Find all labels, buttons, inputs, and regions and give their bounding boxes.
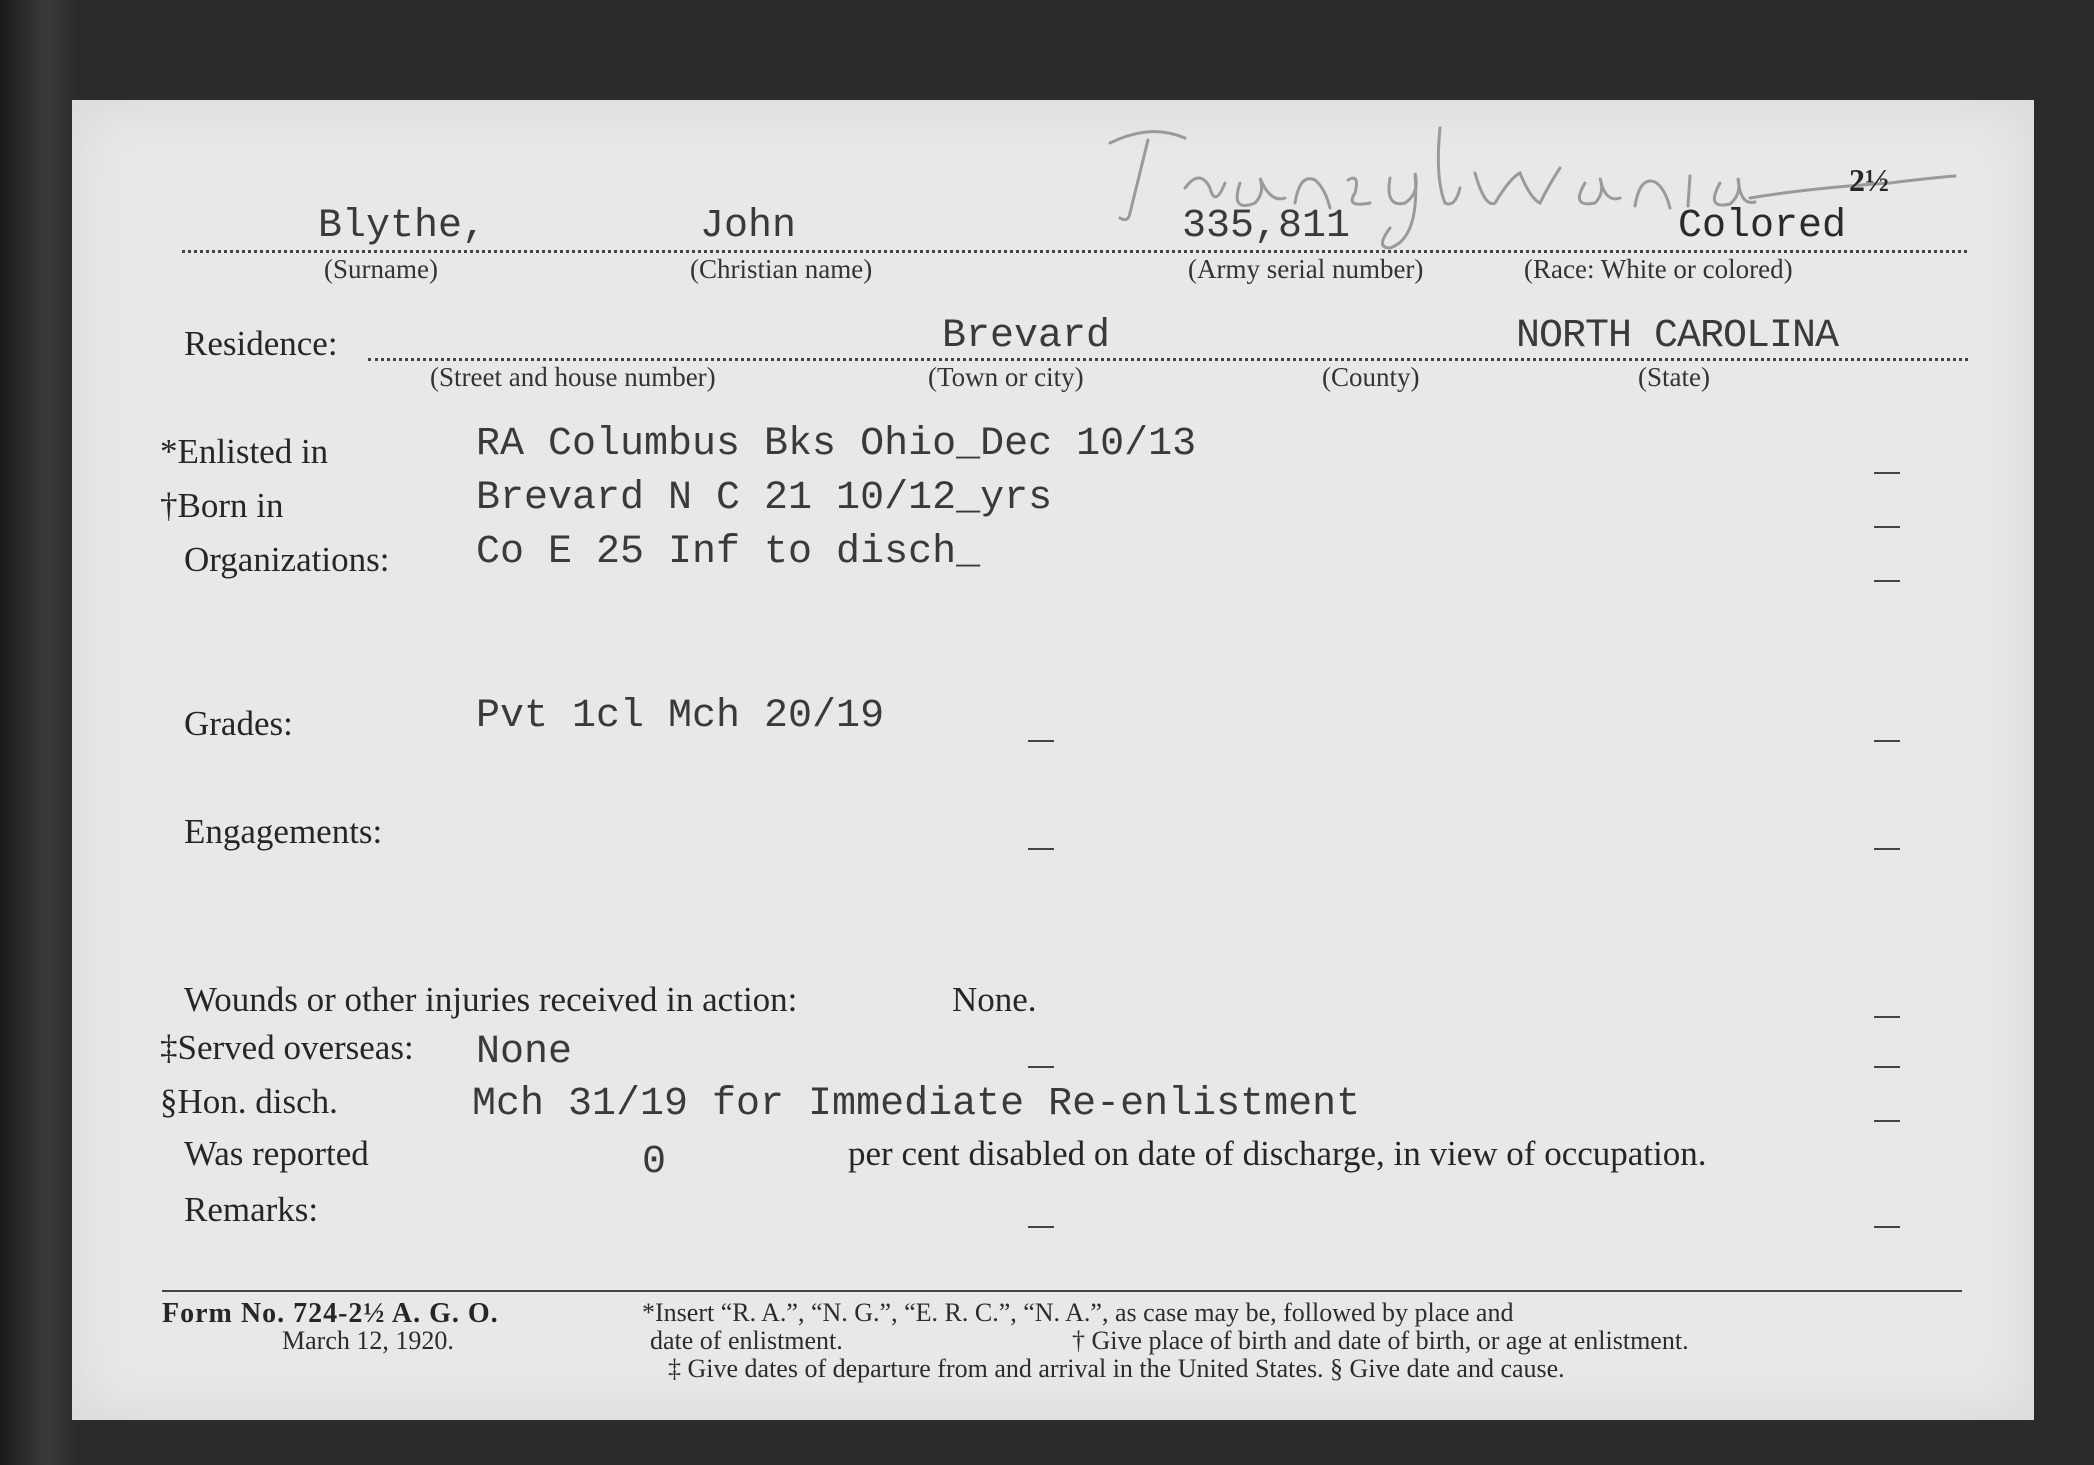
surname-caption: (Surname) bbox=[324, 254, 438, 284]
grades-value: Pvt 1cl Mch 20/19 bbox=[476, 694, 885, 739]
footer-rule bbox=[162, 1290, 1962, 1292]
wounds-label: Wounds or other injuries received in action: bbox=[184, 980, 798, 1019]
remarks-label: Remarks: bbox=[184, 1190, 319, 1229]
overseas-end-dash bbox=[1874, 1066, 1900, 1068]
engagements-mid-dash bbox=[1028, 848, 1054, 850]
surname-value: Blythe, bbox=[318, 204, 487, 249]
remarks-end-dash bbox=[1874, 1226, 1900, 1228]
overseas-label: ‡Served overseas: bbox=[160, 1028, 414, 1067]
serial-number-value: 335,811 bbox=[1182, 204, 1351, 249]
scanner-frame bbox=[0, 0, 75, 1465]
service-record-card bbox=[72, 100, 2034, 1420]
grades-mid-dash bbox=[1028, 740, 1054, 742]
overseas-value: None bbox=[476, 1030, 573, 1075]
race-caption: (Race: White or colored) bbox=[1524, 254, 1793, 284]
grades-end-dash bbox=[1874, 740, 1900, 742]
footnote-line-1: *Insert “R. A.”, “N. G.”, “E. R. C.”, “N. A.”, as case may be, followed by place and bbox=[642, 1298, 1514, 1327]
grades-label: Grades: bbox=[184, 704, 293, 743]
born-value: Brevard N C 21 10/12_yrs bbox=[476, 476, 1053, 521]
enlisted-label: *Enlisted in bbox=[160, 432, 329, 471]
organizations-end-dash bbox=[1874, 580, 1900, 582]
organizations-value: Co E 25 Inf to disch_ bbox=[476, 530, 981, 575]
engagements-label: Engagements: bbox=[184, 812, 383, 851]
name-row-line bbox=[182, 250, 1967, 253]
race-value: Colored bbox=[1678, 204, 1847, 249]
organizations-label: Organizations: bbox=[184, 540, 390, 579]
street-caption: (Street and house number) bbox=[430, 362, 716, 392]
serial-number-caption: (Army serial number) bbox=[1188, 254, 1424, 284]
wounds-value: None. bbox=[952, 980, 1037, 1019]
engagements-end-dash bbox=[1874, 848, 1900, 850]
hon-disch-value: Mch 31/19 for Immediate Re-enlistment bbox=[472, 1082, 1361, 1127]
born-label: †Born in bbox=[160, 486, 284, 525]
overseas-mid-dash bbox=[1028, 1066, 1054, 1068]
hon-disch-label: §Hon. disch. bbox=[160, 1082, 338, 1121]
footnote-line-2a: date of enlistment. bbox=[650, 1326, 843, 1355]
corner-number: 2½ bbox=[1849, 162, 1889, 198]
hon-disch-end-dash bbox=[1874, 1120, 1900, 1122]
enlisted-end-dash bbox=[1874, 472, 1900, 474]
residence-label: Residence: bbox=[184, 324, 338, 363]
county-caption: (County) bbox=[1322, 362, 1420, 392]
reported-label: Was reported bbox=[184, 1134, 369, 1173]
remarks-mid-dash bbox=[1028, 1226, 1054, 1228]
form-date: March 12, 1920. bbox=[282, 1326, 454, 1355]
born-end-dash bbox=[1874, 526, 1900, 528]
residence-state-value: NORTH CAROLINA bbox=[1516, 314, 1839, 359]
footnote-line-3: ‡ Give dates of departure from and arrival in the United States. § Give date and cause. bbox=[668, 1354, 1565, 1383]
enlisted-value: RA Columbus Bks Ohio_Dec 10/13 bbox=[476, 422, 1197, 467]
form-number: Form No. 724-2½ A. G. O. bbox=[162, 1298, 499, 1329]
state-caption: (State) bbox=[1638, 362, 1710, 392]
christian-name-caption: (Christian name) bbox=[690, 254, 873, 284]
reported-value: 0 bbox=[642, 1140, 667, 1185]
reported-text: per cent disabled on date of discharge, in view of occupation. bbox=[848, 1134, 1707, 1173]
christian-name-value: John bbox=[700, 204, 797, 249]
town-caption: (Town or city) bbox=[928, 362, 1084, 392]
wounds-end-dash bbox=[1874, 1016, 1900, 1018]
residence-town-value: Brevard bbox=[942, 314, 1111, 359]
footnote-line-2b: † Give place of birth and date of birth, or age at enlistment. bbox=[1072, 1326, 1689, 1355]
